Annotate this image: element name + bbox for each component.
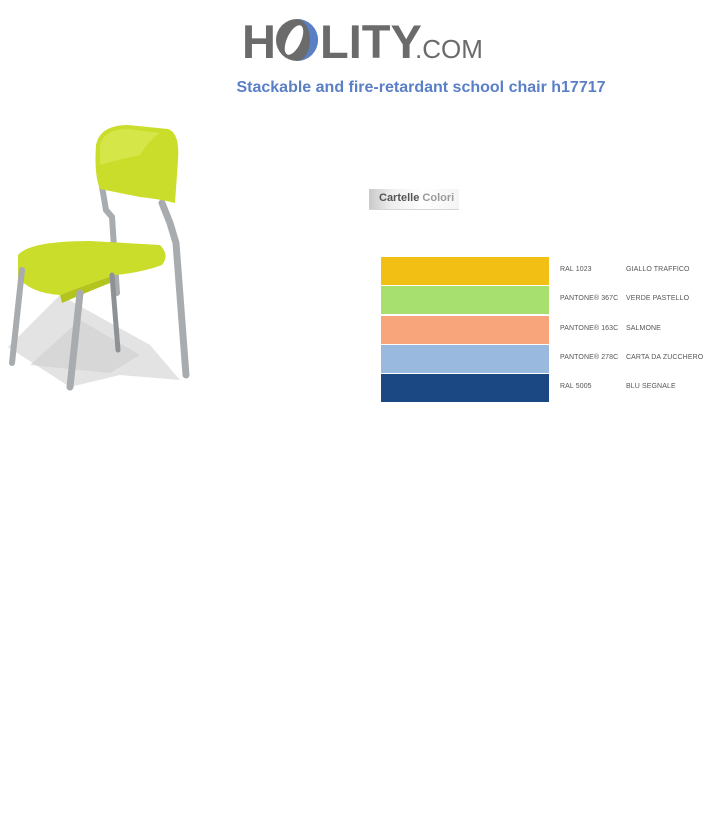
- color-code: RAL 1023: [560, 266, 592, 273]
- color-chart-tab[interactable]: [369, 189, 459, 210]
- color-name: SALMONE: [626, 324, 661, 332]
- color-code: PANTONE® 367C: [560, 295, 619, 303]
- color-code: RAL 5005: [560, 383, 592, 391]
- color-swatch[interactable]: [381, 345, 549, 373]
- logo-letters-lity: LITY: [320, 15, 422, 68]
- chair-product-image: [0, 115, 210, 395]
- color-swatch[interactable]: [381, 374, 549, 402]
- product-title: Stackable and fire-retardant school chair h17717: [236, 79, 606, 96]
- color-name: GIALLO TRAFFICO: [626, 266, 690, 273]
- color-swatch[interactable]: [381, 316, 549, 344]
- color-swatch[interactable]: [381, 257, 549, 285]
- color-name: CARTA DA ZUCCHERO: [626, 353, 704, 361]
- logo-letter-h: H: [242, 15, 276, 68]
- holity-logo[interactable]: [240, 10, 490, 68]
- color-chart-tab-word2: Colori: [422, 192, 455, 204]
- color-code: PANTONE® 163C: [560, 324, 619, 332]
- color-name: BLU SEGNALE: [626, 383, 676, 391]
- color-name: VERDE PASTELLO: [626, 295, 690, 303]
- color-swatch[interactable]: [381, 286, 549, 314]
- logo-o-icon: [276, 19, 318, 61]
- color-code: PANTONE® 278C: [560, 353, 619, 361]
- logo-dotcom: .COM: [415, 34, 483, 64]
- color-chart-tab-word1: Cartelle: [379, 192, 420, 204]
